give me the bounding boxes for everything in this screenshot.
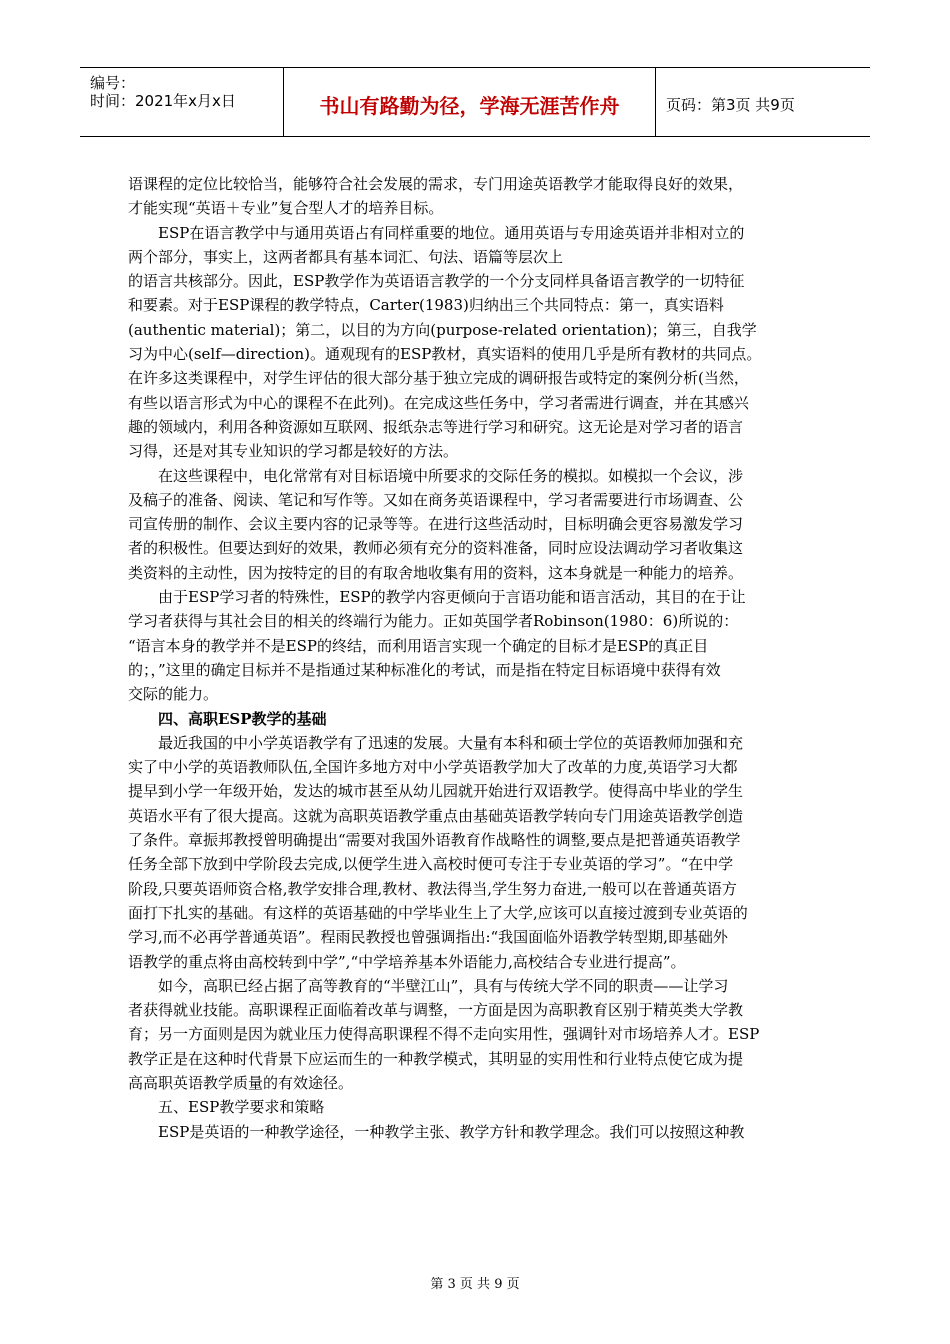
body-line: 及稿子的准备、阅读、笔记和写作等。又如在商务英语课程中，学习者需要进行市场调查、公 — [128, 490, 744, 509]
body-line: 习得，还是对其专业知识的学习都是较好的方法。 — [128, 442, 459, 461]
body-line: 两个部分，事实上，这两者都具有基本词汇、句法、语篇等层次上 — [128, 247, 564, 266]
body-line: ESP是英语的一种教学途径，一种教学主张、教学方针和教学理念。我们可以按照这种教 — [158, 1122, 745, 1141]
body-line: 类资料的主动性，因为按特定的目的有取舍地收集有用的资料，这本身就是一种能力的培养。 — [128, 563, 744, 582]
body-line: 的；，”这里的确定目标并不是指通过某种标准化的考试，而是指在特定目标语境中获得有效 — [128, 660, 721, 679]
body-line: 由于ESP学习者的特殊性，ESP的教学内容更倾向于言语功能和语言活动，其目的在于让 — [158, 588, 746, 607]
body-line: 学习者获得与其社会目的相关的终端行为能力。正如英国学者Robinson(1980：6)所说的： — [128, 612, 739, 631]
body-line: 语教学的重点将由高校转到中学”,“中学培养基本外语能力,高校结合专业进行提高”。 — [128, 952, 686, 971]
body-line: 有些以语言形式为中心的课程不在此列)。在完成这些任务中，学习者需进行调查，并在其感兴 — [128, 393, 749, 412]
body-line: 育；另一方面则是因为就业压力使得高职课程不得不走向实用性，强调针对市场培养人才。ESP — [128, 1025, 760, 1044]
body-line: 和要素。对于ESP课程的教学特点，Carter(1983)归纳出三个共同特点：第一，真实语料 — [128, 296, 724, 315]
body-line: 在许多这类课程中，对学生评估的很大部分基于独立完成的调研报告或特定的案例分析(当然， — [128, 369, 749, 388]
body-line: 高高职英语教学质量的有效途径。 — [128, 1073, 354, 1092]
body-line: 习为中心(self—direction)。通观现有的ESP教材，真实语料的使用几乎是所有教材的共同点。 — [128, 345, 762, 364]
body-line: 者的积极性。但要达到好的效果，教师必须有充分的资料准备，同时应设法调动学习者收集这 — [128, 539, 744, 558]
body-line: 者获得就业技能。高职课程正面临着改革与调整，一方面是因为高职教育区别于精英类大学教 — [128, 1001, 744, 1020]
body-line: 教学正是在这种时代背景下应运而生的一种教学模式，其明显的实用性和行业特点使它成为提 — [128, 1049, 744, 1068]
body-line: 交际的能力。 — [128, 685, 219, 704]
number-label: 编号： — [90, 74, 136, 92]
body-line: 在这些课程中，电化常常有对目标语境中所要求的交际任务的模拟。如模拟一个会议，涉 — [158, 466, 744, 485]
motto: 书山有路勤为径，学海无涯苦作舟 — [319, 94, 620, 118]
document-header — [80, 67, 870, 137]
body-line: 了条件。章振邦教授曾明确提出“需要对我国外语教育作战略性的调整,要点是把普通英语教学 — [128, 831, 741, 850]
body-line: ESP在语言教学中与通用英语占有同样重要的地位。通用英语与专用途英语并非相对立的 — [158, 223, 745, 242]
page-code: 页码：第3页 共9页 — [666, 96, 795, 114]
document-body — [128, 172, 840, 1144]
body-line: 英语水平有了很大提高。这就为高职英语教学重点由基础英语教学转向专门用途英语教学创造 — [128, 806, 744, 825]
page-footer: 第 3 页 共 9 页 — [430, 1277, 520, 1292]
body-line: 最近我国的中小学英语教学有了迅速的发展。大量有本科和硕士学位的英语教师加强和充 — [158, 733, 744, 752]
body-line: 趣的领域内，利用各种资源如互联网、报纸杂志等进行学习和研究。这无论是对学习者的语言 — [128, 417, 744, 436]
body-line: 才能实现“英语＋专业”复合型人才的培养目标。 — [128, 199, 444, 218]
section-heading: 四、高职ESP教学的基础 — [158, 709, 327, 728]
header-page-cell — [656, 68, 870, 136]
body-line: 司宣传册的制作、会议主要内容的记录等等。在进行这些活动时，目标明确会更容易激发学习 — [128, 515, 744, 534]
body-line: 语课程的定位比较恰当，能够符合社会发展的需求，专门用途英语教学才能取得良好的效果， — [128, 175, 744, 193]
body-line: (authentic material)；第二，以目的为方向(purpose-related orientation)；第三，自我学 — [128, 320, 757, 339]
body-line: 面打下扎实的基础。有这样的英语基础的中学毕业生上了大学,应该可以直接过渡到专业英语的 — [128, 903, 748, 922]
section-heading: 五、ESP教学要求和策略 — [158, 1098, 325, 1117]
body-line: 实了中小学的英语教师队伍,全国许多地方对中小学英语教学加大了改革的力度,英语学习大都 — [128, 758, 738, 777]
body-line: 如今，高职已经占据了高等教育的“半壁江山”，具有与传统大学不同的职责——让学习 — [158, 976, 729, 995]
body-line: 阶段,只要英语师资合格,教学安排合理,教材、教法得当,学生努力奋进,一般可以在普通英语方 — [128, 879, 737, 898]
body-line: 任务全部下放到中学阶段去完成,以便学生进入高校时便可专注于专业英语的学习”。“在中学 — [128, 855, 734, 874]
body-line: 提早到小学一年级开始，发达的城市甚至从幼儿园就开始进行双语教学。使得高中毕业的学生 — [128, 782, 744, 801]
time-label: 时间：2021年x月x日 — [90, 92, 236, 110]
body-line: “语言本身的教学并不是ESP的终结，而利用语言实现一个确定的目标才是ESP的真正目 — [128, 636, 709, 655]
header-motto-cell — [284, 68, 656, 136]
body-line: 的语言共核部分。因此，ESP教学作为英语语言教学的一个分支同样具备语言教学的一切特征 — [128, 272, 745, 291]
body-line: 学习,而不必再学普通英语”。程雨民教授也曾强调指出:“我国面临外语教学转型期,即基础外 — [128, 928, 728, 947]
header-info-cell — [80, 68, 284, 136]
